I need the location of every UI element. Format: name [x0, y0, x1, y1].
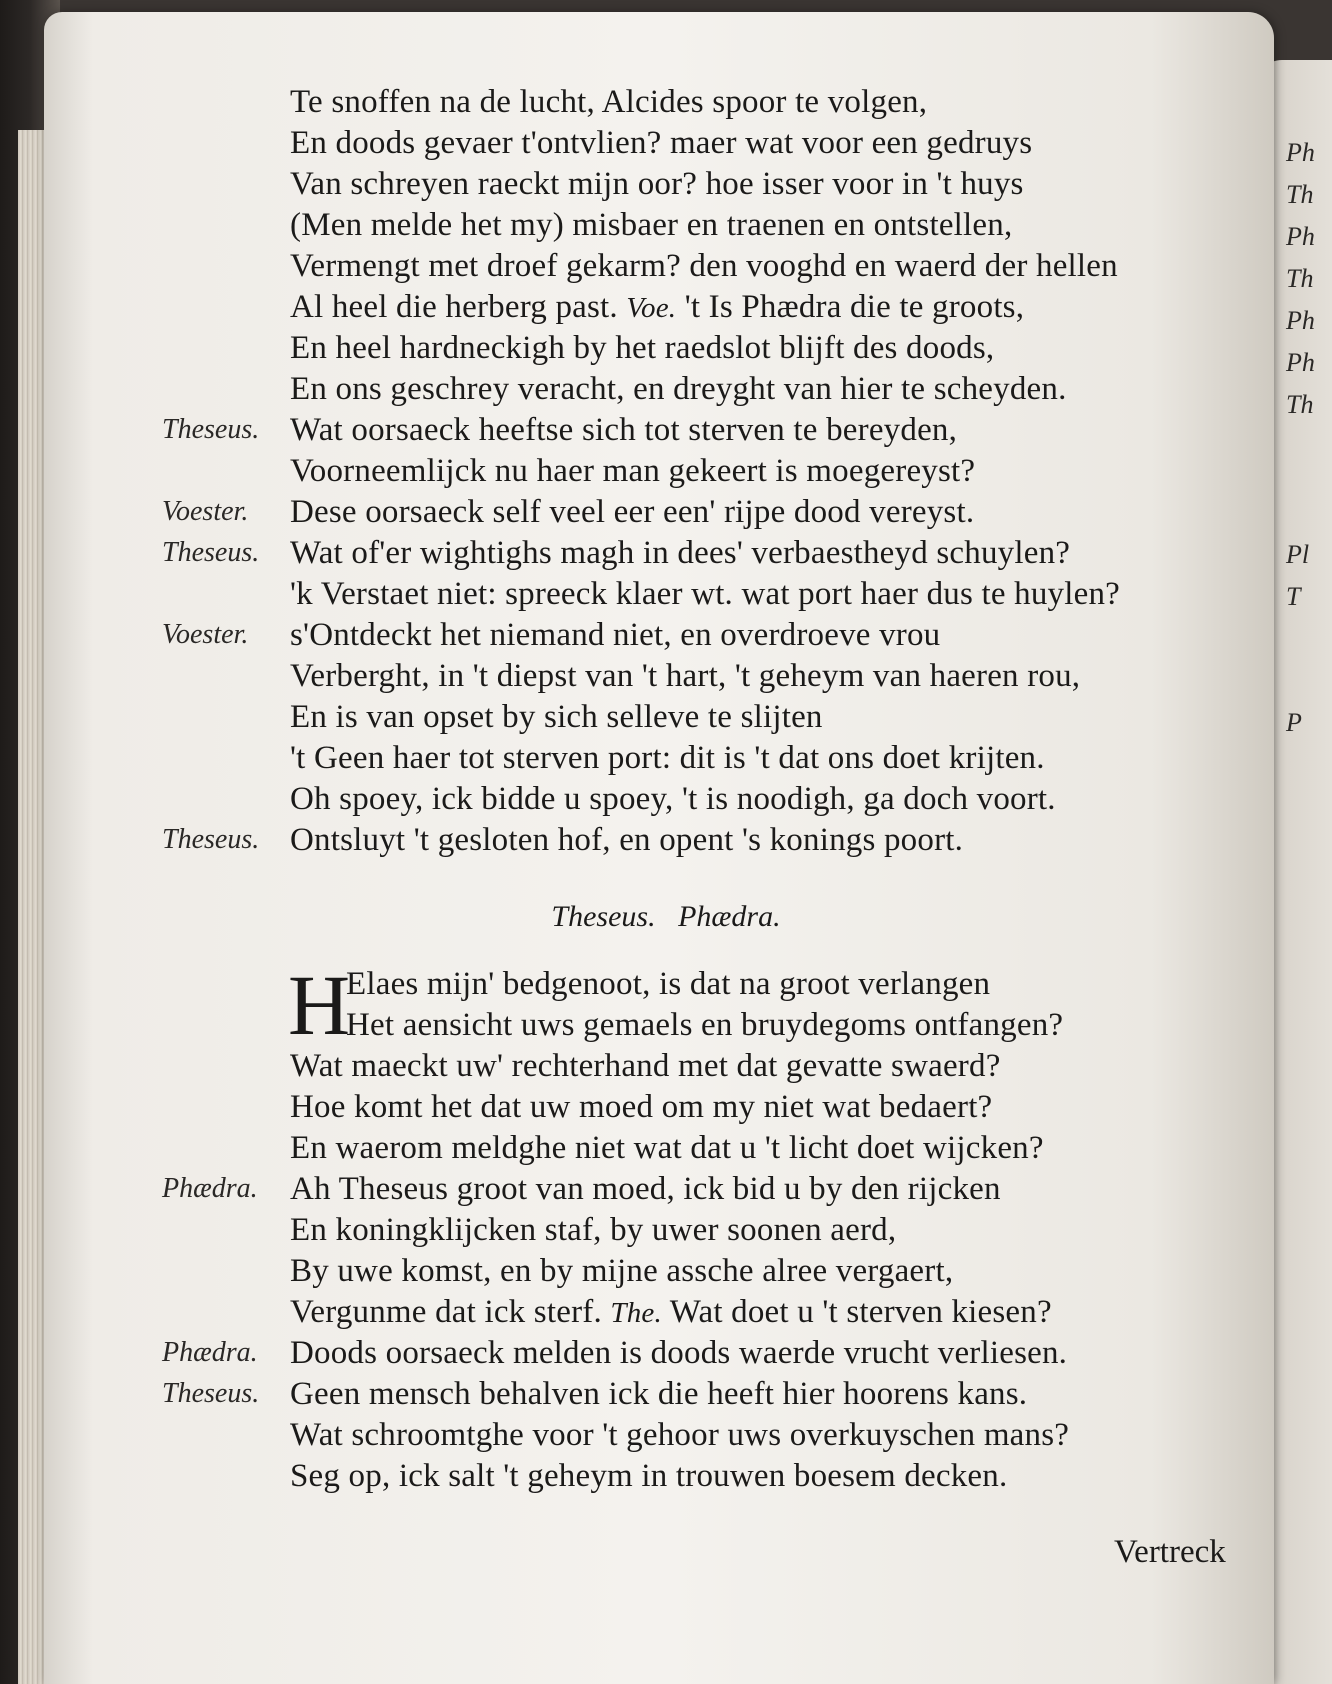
verse-line: Vermengt met droef gekarm? den vooghd en waerd der hellen [290, 248, 1118, 284]
verse-line: Geen mensch behalven ick die heeft hier hoorens kans. [290, 1376, 1028, 1412]
verse-line: Oh spoey, ick bidde u spoey, 't is noodigh, ga doch voort. [290, 781, 1056, 817]
verse-line: Ontsluyt 't gesloten hof, en opent 's konings poort. [290, 822, 964, 858]
verse-line: 'k Verstaet niet: spreeck klaer wt. wat port haer dus te huylen? [290, 576, 1121, 612]
facing-page-fragment: Th [1286, 264, 1314, 293]
speaker-label: Theseus. [162, 414, 260, 445]
facing-page-fragment: P [1286, 708, 1302, 737]
facing-page-fragment: Th [1286, 390, 1314, 419]
verse-line: 't Geen haer tot sterven port: dit is 't dat ons doet krijten. [290, 740, 1045, 776]
verse-line: En heel hardneckigh by het raedslot blijft des doods, [290, 330, 995, 366]
verse-line: Wat maeckt uw' rechterhand met dat gevatte swaerd? [290, 1048, 1001, 1084]
verse-line: Elaes mijn' bedgenoot, is dat na groot verlangen [346, 966, 991, 1002]
verse-line: Van schreyen raeckt mijn oor? hoe isser voor in 't huys [290, 166, 1024, 202]
speaker-label: Theseus. [162, 537, 260, 568]
facing-page-fragment: Ph [1286, 222, 1315, 251]
scene-heading: Theseus. Phædra. [551, 900, 781, 933]
facing-page-fragment: Ph [1286, 138, 1315, 167]
verse-text: Vergunme dat ick sterf. [290, 1294, 602, 1330]
verse-line: En koningklijcken staf, by uwer soonen aerd, [290, 1212, 897, 1248]
verse-line: Doods oorsaeck melden is doods waerde vrucht verliesen. [290, 1335, 1068, 1371]
verse-text: 't Is Phædra die te groots, [684, 289, 1025, 325]
verse-text: Wat doet u 't sterven kiesen? [669, 1294, 1052, 1330]
verse-line: Dese oorsaeck self veel eer een' rijpe dood vereyst. [290, 494, 975, 530]
verse-line: Wat oorsaeck heeftse sich tot sterven te bereyden, [290, 412, 958, 448]
verse-line: Te snoffen na de lucht, Alcides spoor te volgen, [290, 84, 928, 120]
verse-line: Het aensicht uws gemaels en bruydegoms ontfangen? [346, 1007, 1064, 1043]
verse-line: En ons geschrey veracht, en dreyght van hier te scheyden. [290, 371, 1067, 407]
facing-page-fragment: T [1286, 582, 1301, 611]
facing-page-fragment: Ph [1286, 306, 1315, 335]
verse-line: By uwe komst, en by mijne assche alree vergaert, [290, 1253, 954, 1289]
verse-line: Verberght, in 't diepst van 't hart, 't geheym van haeren rou, [290, 658, 1081, 694]
verse-line: Wat of'er wightighs magh in dees' verbaestheyd schuylen? [290, 535, 1071, 571]
facing-page-fragment: Ph [1286, 348, 1315, 377]
verse-line [290, 1294, 1052, 1331]
catchword: Vertreck [1114, 1534, 1226, 1570]
speaker-label: Theseus. [162, 824, 260, 855]
verse-line: (Men melde het my) misbaer en traenen en ontstellen, [290, 207, 1013, 243]
speaker-label: Phædra. [162, 1337, 258, 1368]
verse-line: Hoe komt het dat uw moed om my niet wat bedaert? [290, 1089, 993, 1125]
inline-speaker: Voe. [626, 292, 677, 324]
verse-line: s'Ontdeckt het niemand niet, en overdroeve vrou [290, 617, 941, 653]
verse-line: En is van opset by sich selleve te slijten [290, 699, 823, 735]
verse-line: Seg op, ick salt 't geheym in trouwen boesem decken. [290, 1458, 1008, 1494]
verse-line: Wat schroomtghe voor 't gehoor uws overkuyschen mans? [290, 1417, 1070, 1453]
speaker-label: Voester. [162, 496, 249, 527]
facing-page-fragment: Th [1286, 180, 1314, 209]
facing-page-fragment: Pl [1286, 540, 1310, 569]
verse-line: Voorneemlijck nu haer man gekeert is moegereyst? [290, 453, 976, 489]
speaker-label: Voester. [162, 619, 249, 650]
verse-line [290, 289, 1024, 326]
drop-initial: H [288, 957, 351, 1053]
verse-text: Al heel die herberg past. [290, 289, 618, 325]
verse-line: En doods gevaer t'ontvlien? maer wat voor een gedruys [290, 125, 1033, 161]
verse-line: Ah Theseus groot van moed, ick bid u by den rijcken [290, 1171, 1001, 1207]
inline-speaker: The. [610, 1297, 662, 1329]
speaker-label: Phædra. [162, 1173, 258, 1204]
verse-line: En waerom meldghe niet wat dat u 't licht doet wijcken? [290, 1130, 1044, 1166]
speaker-label: Theseus. [162, 1378, 260, 1409]
